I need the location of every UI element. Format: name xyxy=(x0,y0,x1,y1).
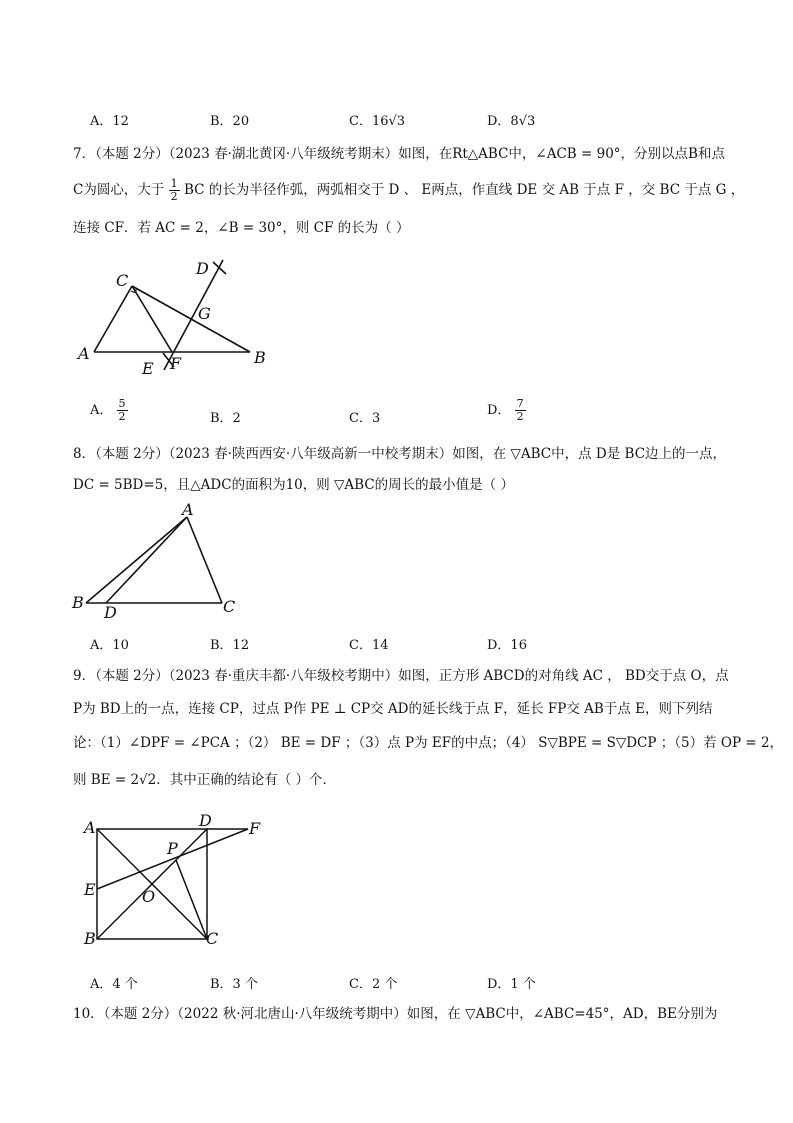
q7-option-a-numerator: 5 xyxy=(118,397,126,410)
q8-option-d: D．16 xyxy=(487,638,527,653)
q9-option-d: D．1 个 xyxy=(487,977,536,992)
q7-segment-cf xyxy=(132,286,172,352)
q9-line-ef xyxy=(97,829,248,889)
q8-option-a: A．10 xyxy=(90,638,129,653)
q8-option-c: C．14 xyxy=(349,638,389,653)
q9-figure xyxy=(80,812,270,952)
q6-option-d: D．8√3 xyxy=(487,114,536,129)
q9-label-f: F xyxy=(249,819,261,838)
q6-option-c: C．16√3 xyxy=(349,114,406,129)
q7-stem-line-3: 连接 CF．若 AC = 2，∠B = 30°，则 CF 的长为（ ） xyxy=(73,220,410,236)
q7-option-d-fraction xyxy=(515,398,526,423)
q7-figure xyxy=(70,250,280,380)
q9-label-e: E xyxy=(84,880,96,899)
q8-segment-ba xyxy=(86,517,187,603)
q9-label-a: A xyxy=(84,818,96,837)
q8-label-c: C xyxy=(223,597,236,616)
q8-label-d: D xyxy=(104,603,117,622)
q8-option-b: B．12 xyxy=(210,638,250,653)
q7-option-a-denominator: 2 xyxy=(118,410,126,423)
q7-option-d-denominator: 2 xyxy=(516,410,524,423)
q7-label-a: A xyxy=(78,344,90,363)
q7-fraction xyxy=(169,178,180,203)
q8-label-b: B xyxy=(72,593,84,612)
q6-option-a: A．12 xyxy=(90,114,129,129)
q8-stem-line-1: 8．（本题 2分）（2023 春·陕西西安·八年级高新一中校考期末）如图，在 ▽ABC中，点 D是 BC边上的一点， xyxy=(73,446,727,462)
q8-segment-ad xyxy=(106,517,187,603)
q9-option-a: A．4 个 xyxy=(90,977,138,992)
q7-label-e: E xyxy=(142,359,154,378)
q9-stem-line-1: 9．（本题 2分）（2023 春·重庆丰都·八年级校考期中）如图，正方形 ABCD的对角线 AC ， BD交于点 O，点 xyxy=(73,668,729,684)
q6-option-b: B．20 xyxy=(210,114,250,129)
q9-label-c: C xyxy=(206,929,219,948)
q7-stem-line-2 xyxy=(73,178,744,203)
q9-label-o: O xyxy=(142,887,156,906)
q7-label-b: B xyxy=(254,348,266,367)
q7-option-c: C．3 xyxy=(349,411,381,426)
q7-fraction-denominator: 2 xyxy=(170,190,178,203)
q8-label-a: A xyxy=(182,500,194,519)
q7-arc-mark-d xyxy=(213,262,226,274)
q10-stem-line-1: 10．（本题 2分）（2022 秋·河北唐山·八年级统考期中）如图，在 ▽ABC中，∠ABC=45°，AD，BE分别为 xyxy=(73,1006,718,1022)
q7-option-a xyxy=(90,398,128,423)
q9-stem-line-2: P为 BD上的一点，连接 CP，过点 P作 PE ⊥ CP交 AD的延长线于点 F，延长 FP交 AB于点 E，则下列结 xyxy=(73,701,713,717)
q7-option-d-prefix: D． xyxy=(487,403,511,418)
q7-segment-ac xyxy=(94,286,132,352)
q9-stem-line-3: 论：（1）∠DPF = ∠PCA ；（2） BE = DF ；（3）点 P为 EF的中点；（4） S▽BPE = S▽DCP ；（5）若 OP = 2， xyxy=(73,735,784,751)
q9-stem-line-4: 则 BE = 2√2．其中正确的结论有（ ）个． xyxy=(73,772,337,788)
q8-stem-line-2: DC = 5BD=5，且△ADC的面积为10，则 ▽ABC的周长的最小值是（ ） xyxy=(73,477,514,493)
q8-figure xyxy=(68,500,248,620)
q9-option-c: C．2 个 xyxy=(349,977,398,992)
q9-segment-pc xyxy=(176,860,207,939)
q9-label-d: D xyxy=(199,811,212,830)
q9-label-p: P xyxy=(167,839,178,858)
q7-stem-line-1: 7．（本题 2分）（2023 春·湖北黄冈·八年级统考期末）如图，在Rt△ABC中，∠ACB = 90°，分别以点B和点 xyxy=(73,146,725,162)
q7-option-d-numerator: 7 xyxy=(516,397,524,410)
q9-option-b: B．3 个 xyxy=(210,977,258,992)
q9-label-b: B xyxy=(84,929,96,948)
q7-label-d: D xyxy=(196,259,209,278)
q7-stem-line-2-b: BC 的长为半径作弧，两弧相交于 D 、 E两点，作直线 DE 交 AB 于点 F ，交 BC 于点 G ， xyxy=(183,182,745,198)
q7-stem-line-2-a: C为圆心，大于 xyxy=(73,182,165,198)
q7-label-f: F xyxy=(170,354,182,373)
q7-option-d xyxy=(487,398,526,423)
q7-label-g: G xyxy=(198,304,211,323)
q7-option-a-prefix: A． xyxy=(90,403,113,418)
q7-fraction-numerator: 1 xyxy=(170,177,178,190)
q8-segment-ac xyxy=(187,517,222,603)
q7-option-a-fraction xyxy=(117,398,128,423)
q7-option-b: B．2 xyxy=(210,411,241,426)
q7-label-c: C xyxy=(116,271,129,290)
